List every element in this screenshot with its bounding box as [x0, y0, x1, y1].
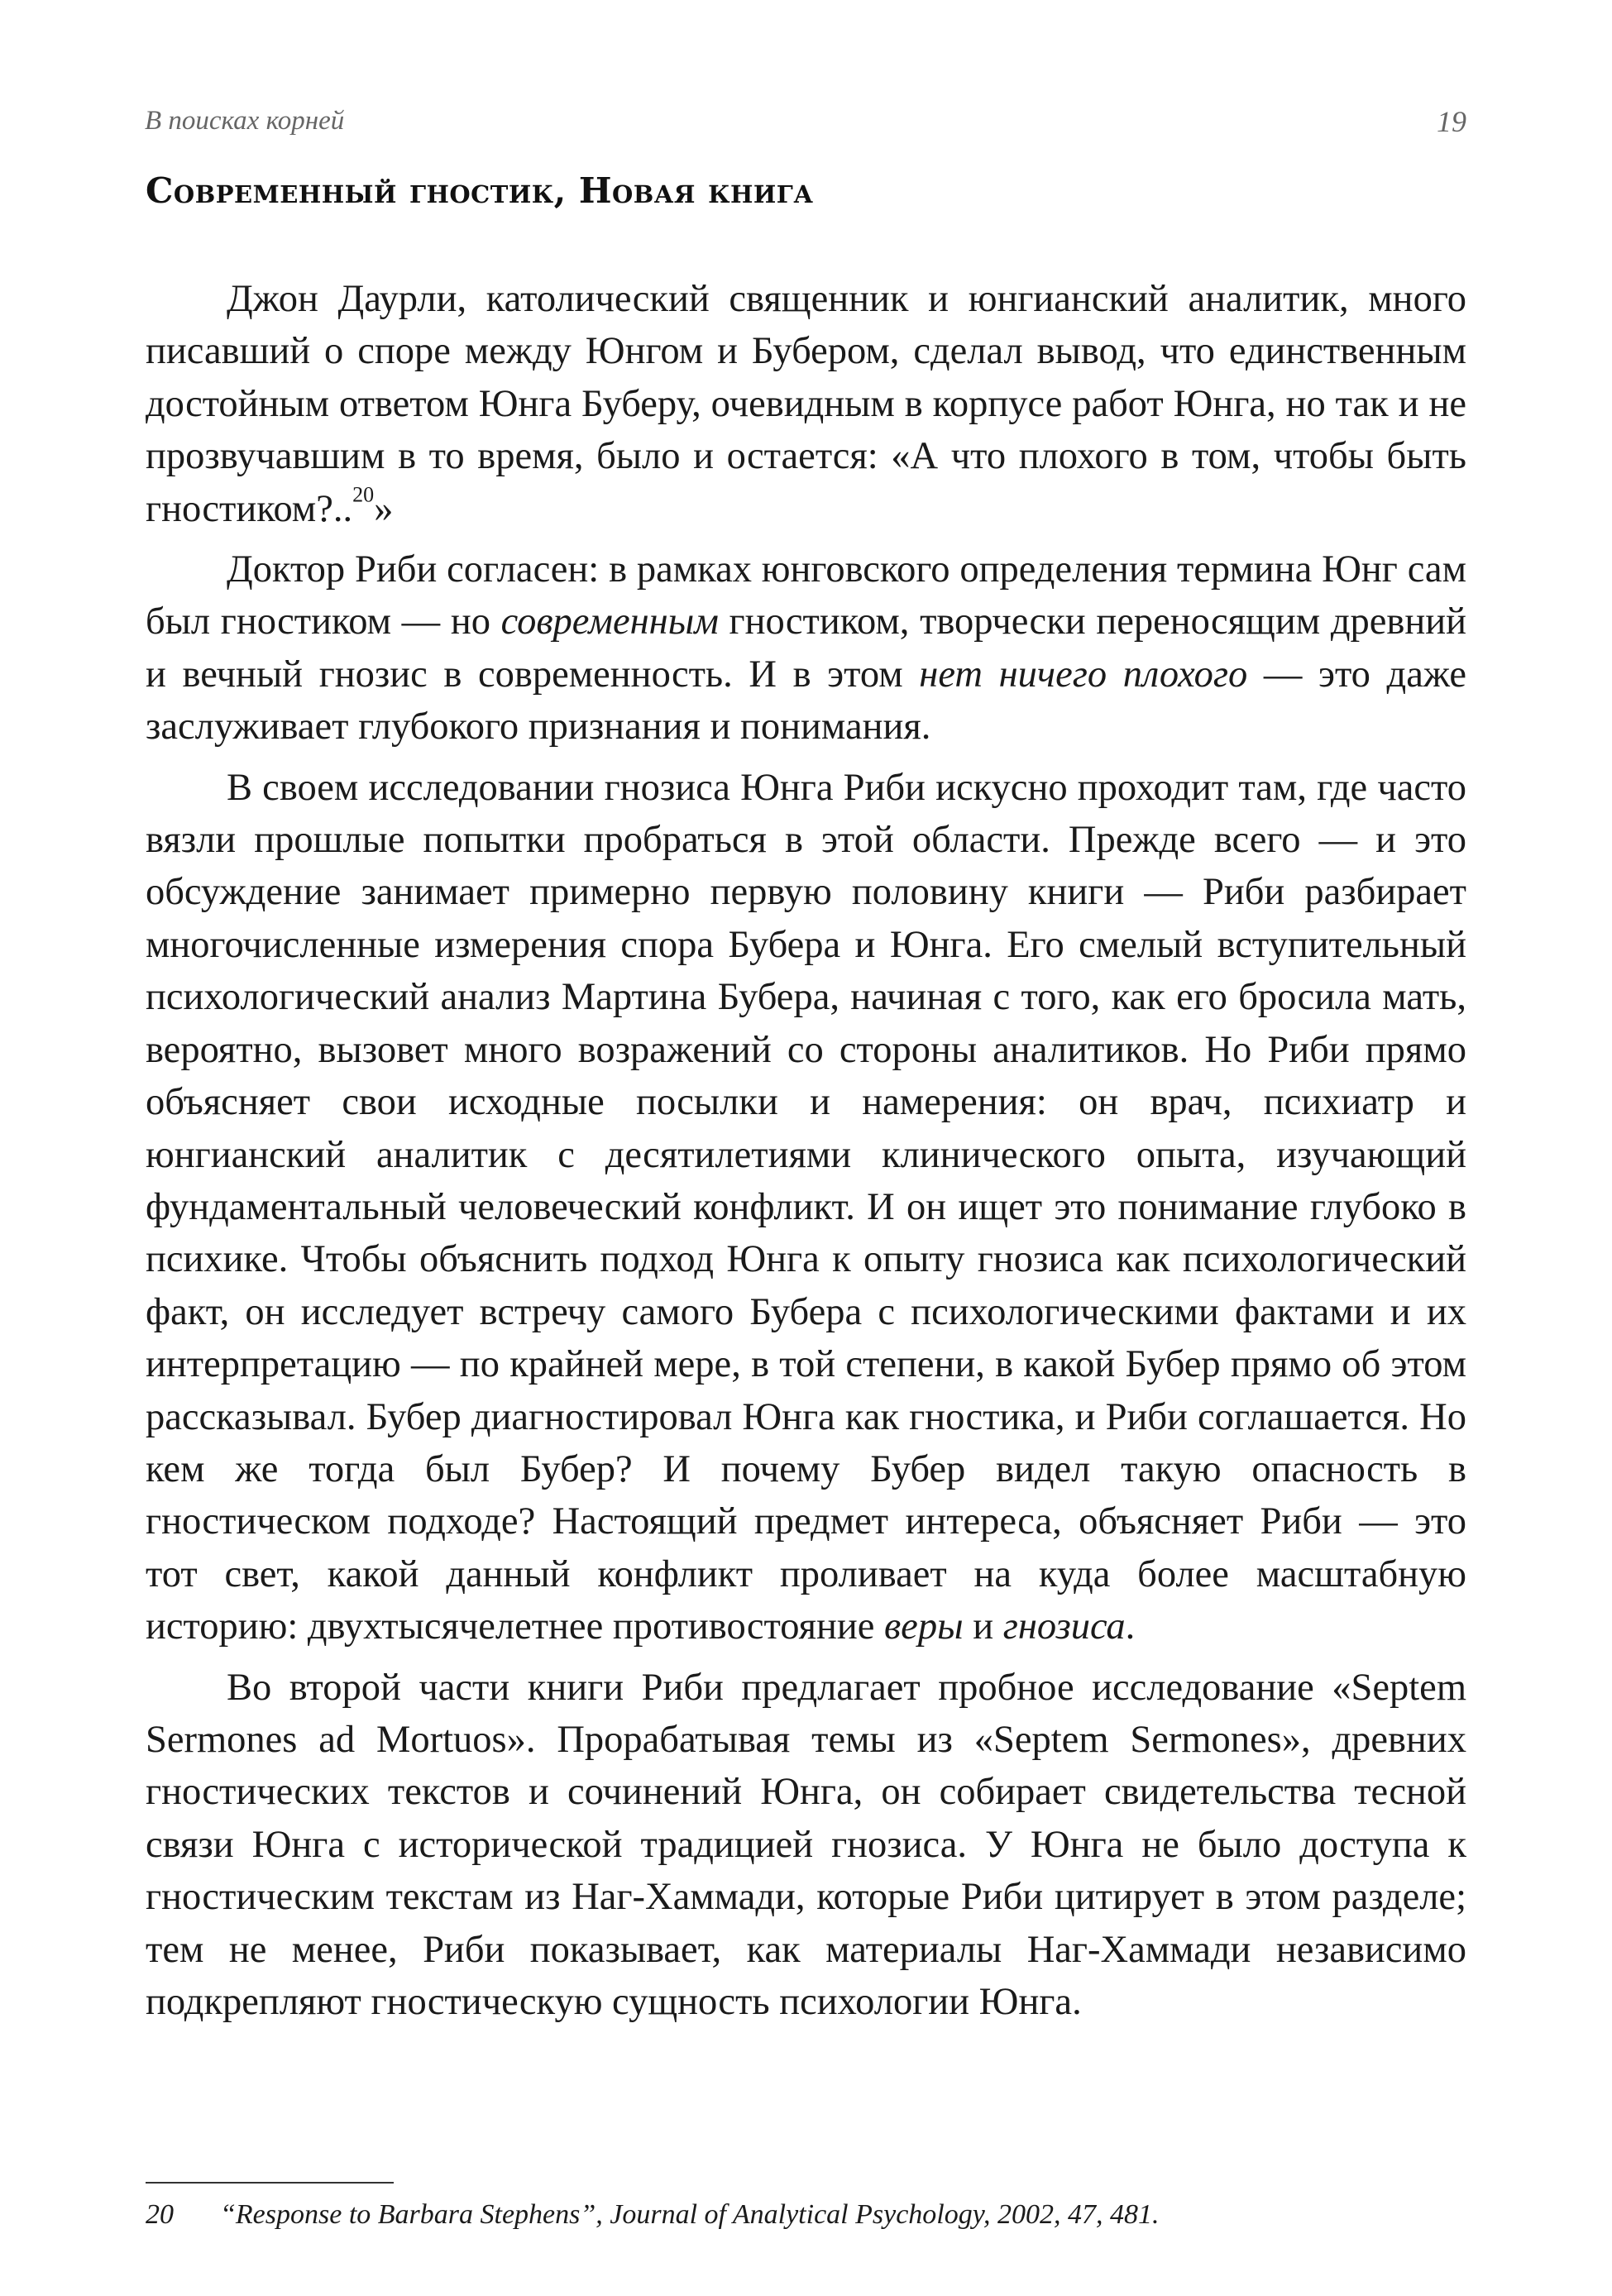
paragraph-2 [146, 543, 1466, 753]
page-number: 19 [1437, 105, 1466, 138]
paragraph-1 [146, 273, 1466, 535]
paragraph-4-text: Во второй части книги Риби предлагает пробное исследование «Septem Sermones ad Mortuos». Прорабатывая темы из «Septem Sermones», древних гностических текстов и сочинений Юнга, он собирает свидетельства тесной связи Юнга с исторической традицией гнозиса. У Юнга не было доступа к гностическим текстам из Наг-Хаммади, которые Риби цитирует в этом разделе; тем не менее, Риби показывает, как материалы Наг-Хаммади независимо подкрепляют гностическую сущность психологии Юнга. [146, 1666, 1466, 2023]
paragraph-3-text-a: В своем исследовании гнозиса Юнга Риби искусно проходит там, где часто вязли прошлые попытки пробраться в этой области. Прежде всего — и это обсуждение занимает примерно первую половину книги — Риби разбирает многочисленные измерения спора Бубера и Юнга. Его смелый вступительный психологический анализ Мартина Бубера, начиная с того, как его бросила мать, вероятно, вызовет много возражений со стороны аналитиков. Но Риби прямо объясняет свои исходные посылки и намерения: он врач, психиатр и юнгианский аналитик с десятилетиями клинического опыта, изучающий фундаментальный человеческий конфликт. И он ищет это понимание глубоко в психике. Чтобы объяснить подход Юнга к опыту гнозиса как психологический факт, он исследует встречу самого Бубера с психологическими фактами и их интерпретацию — по крайней мере, в той степени, в какой Бубер прямо об этом рассказывал. Бубер диагностировал Юнга как гностика, и Риби соглашается. Но кем же тогда был Бубер? И почему Бубер видел такую опасность в гностическом подходе? Настоящий предмет интереса, объясняет Риби — это тот свет, какой данный конфликт проливает на куда более масштабную историю: двухтысячелетнее противостояние [146, 766, 1466, 1648]
footnote-divider [146, 2182, 394, 2184]
paragraph-2-text-a: Доктор Риби согласен: в рамках юнговского определения термина Юнг сам был гностиком — но [146, 548, 1466, 643]
paragraph-2-emphasis-b: нет ничего плохого [919, 653, 1248, 696]
footnote [146, 2198, 1466, 2231]
body-text [146, 273, 1466, 2036]
footnote-reference[interactable]: 20 [352, 482, 375, 507]
paragraph-3 [146, 762, 1466, 1653]
paragraph-3-text-b: и [963, 1605, 1003, 1648]
footnote-number: 20 [146, 2199, 174, 2230]
paragraph-3-text-c: . [1125, 1605, 1136, 1648]
section-title: Современный гностик, Новая книга [146, 170, 814, 211]
paragraph-2-emphasis-a: современным [500, 600, 719, 643]
paragraph-2-text-b: гностиком, творчески переносящим древний и вечный гнозис в современность. И в этом [146, 600, 1466, 696]
paragraph-1-text: Джон Даурли, католический священник и юнгианский аналитик, много писавший о споре между Юнгом и Бубером, сделал вывод, что единственным достойным ответом Юнга Буберу, очевидным в корпусе работ Юнга, но так и не прозвучавшим в то время, было и остается: «А что плохого в том, чтобы быть гностиком?.. [146, 278, 1466, 530]
paragraph-3-emphasis-a: веры [884, 1605, 964, 1648]
paragraph-3-emphasis-b: гнозиса [1002, 1605, 1126, 1648]
paragraph-2-text-c: — это даже заслуживает глубокого признания и понимания. [146, 653, 1467, 749]
paragraph-1-closing-quote: » [374, 487, 394, 530]
footnote-text: “Response to Barbara Stephens”, Journal of Analytical Psychology, 2002, 47, 481. [220, 2199, 1160, 2230]
running-head: В поисках корней [145, 106, 345, 136]
paragraph-4 [146, 1662, 1466, 2029]
